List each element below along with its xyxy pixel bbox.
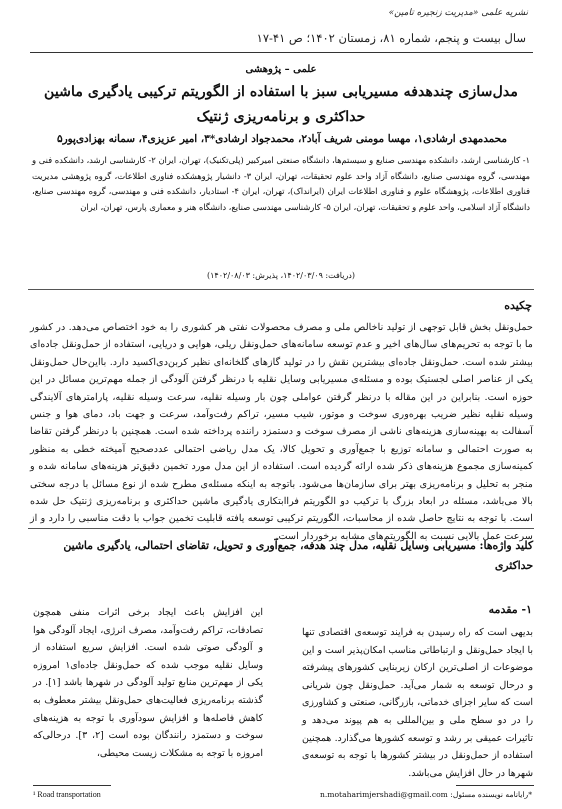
keywords-block <box>30 536 533 576</box>
introduction-column-right: بدیهی است که راه رسیدن به فرایند توسعه‌ی اقتصادی تنها با ایجاد حمل‌ونقل و ارتباطاتی مناسب امکان‌پذیر است و این موضوعات از اصلی‌ترین ارکان زیربنایی کشورهای پیشرفته و درحال توسعه به شمار می‌آید. حمل‌ونقل چون شریانی است که سایر اجزای خدماتی، بازرگانی، صنعتی و کشاورزی را در دو سطح ملی و بین‌المللی به هم پیوند می‌دهد و تاثیرات عمیقی بر رشد و توسعه کشورها می‌گذارد. همچنین استفاده از حمل‌ونقل در بیشتر کشورها با توجه به توسعه‌ی شهرها در حال افزایش می‌باشد. <box>302 627 533 779</box>
introduction-column-left: این افزایش باعث ایجاد برخی اثرات منفی همچون تصادفات، تراکم رفت‌وآمد، مصرف انرژی، ایجاد آلودگی هوا و آلودگی صوتی شده است. افزایش سریع استفاده از وسایل نقلیه موجب شده که حمل‌ونقل جاده‌ای۱ امروزه یکی از مهم‌ترین منابع تولید آلودگی در شهرها باشد [۱]. در گذشته برنامه‌ریزی فعالیت‌های حمل‌ونقل بیشتر معطوف به کاهش فاصله‌ها و افزایش سودآوری با توجه به هزینه‌های سوخت و دستمزد رانندگان بوده است [۲، ۳]. درحالی‌که امروزه با توجه به مشکلات زیست محیطی، <box>33 607 263 759</box>
abstract-body: حمل‌ونقل بخش قابل توجهی از تولید ناخالص ملی و مصرف محصولات نفتی هر کشوری را به خود اختصاص می‌دهد. در کشور ما با توجه به تحریم‌های سال‌های اخیر و عدم توسعه سامانه‌های حمل‌ونقل ریلی، هوایی و دریایی، استفاده از حمل‌ونقل جاده‌ای بیشتر شده است. حمل‌ونقل جاده‌ای بیشترین نقش را در تولید گازهای گلخانه‌ای نظیر کربن‌دی‌اکسید دارد. بااین‌حال حمل‌ونقل یکی از عناصر اصلی لجستیک بوده و مسئله‌ی مسیریابی وسایل نقلیه با درنظر گرفتن آلودگی از جمله مهم‌ترین مسائل در این حوزه است. بنابراین در این مقاله با درنظر گرفتن عواملی چون بار وسیله نقلیه، سرعت وسیله نقلیه، پارامترهای آلایندگی وسیله نقلیه نظیر ضریب بهره‌وری سوخت و موتور، شیب مسیر، تراکم رفت‌وآمد، سرعت و جهت باد، دمای هوا و جنس آسفالت به بهینه‌سازی هزینه‌های ناشی از مصرف سوخت و دستمزد راننده پرداخته شده است. همچنین با درنظر گرفتن تقاضا به صورت احتمالی و سامانه توزیع با جمع‌آوری و تحویل کالا، یک مدل ریاضی احتمالی عددصحیح آمیخته خطی به منظور کمینه‌سازی مجموع هزینه‌های ذکر شده ارائه گردیده است. استفاده از این مدل مورد تخمین دقیق‌تر هزینه‌های سامانه شده و منجر به تحلیل و برنامه‌ریزی بهتر برای سازمان‌ها می‌شود. باتوجه به اینکه مسئله‌ی مطرح شده از نوع مسائل با درجه سختی بالا می‌باشد، مسئله در ابعاد بزرگ با ترکیب دو الگوریتم فراابتکاری یادگیری ماشین حداکثری و برنامه‌ریزی ژنتیک حل شده است. با توجه به نتایج حاصل شده از محاسبات، الگوریتم ترکیبی توسعه یافته قابلیت تخمین جواب با دقت مناسبی را دارد و از سرعت عمل بالایی نسبت به الگوریتم‌های مشابه برخوردار است. <box>30 322 533 542</box>
corresponding-author-email: *رایانامه نویسنده مسئول: n.motaharimjershadi@gmail.com <box>319 790 532 799</box>
section-divider <box>28 528 534 529</box>
author-affiliations: ۱- کارشناسی ارشد، دانشکده مهندسی صنایع و سیستم‌ها، دانشگاه صنعتی امیرکبیر (پلی‌تکنیک)، تهران، ایران ۲- کارشناسی ارشد، دانشکده فنی و مهندسی، گروه مهندسی صنایع، دانشگاه آزاد واحد علوم تحقیقات، تهران، ایران ۳- دانشیار پژوهشکده فناوری اطلاعات، گروه پژوهشی مدیریت فناوری اطلاعات، پژوهشگاه علوم و فناوری اطلاعات ایران (ایرانداک)، تهران، ایران ۴- استادیار، دانشکده فنی و مهندسی، گروه مهندسی صنایع، دانشگاه آزاد اسلامی، واحد علوم و تحقیقات، تهران، ایران ۵- کارشناسی مهندسی صنایع، دانشگاه هنر و معماری پارس، تهران، ایران <box>32 155 530 212</box>
journal-name: نشریه علمی «مدیریت زنجیره تامین» <box>388 8 528 18</box>
keywords-label: کلید واژه‌ها: <box>479 539 533 552</box>
volume-issue-line: سال بیست و پنجم، شماره ۸۱، زمستان ۱۴۰۲؛ ص ۴۱-۱۷ <box>256 31 526 45</box>
author-list: محمدمهدی ارشادی۱، مهسا مومنی شریف آباد۲، محمدجواد ارشادی*۳، امیر عزیزی۴، سمانه بهزادی‌پور۵ <box>57 133 507 145</box>
abstract-heading: چکیده <box>504 299 532 312</box>
footnote-road-transportation: ¹ Road transportation <box>33 790 101 799</box>
footnote-rule <box>33 785 111 786</box>
header-rule <box>30 52 533 53</box>
footnote-rule <box>456 785 534 786</box>
keywords-text: مسیریابی وسایل نقلیه، مدل چند هدفه، جمع‌آوری و تحویل، تقاضای احتمالی، یادگیری ماشین حداکثری <box>63 539 533 572</box>
received-accepted-dates: (دریافت: ۱۴۰۲/۰۳/۰۹، پذیرش: ۱۴۰۲/۰۸/۰۳) <box>207 271 355 280</box>
introduction-heading: ۱- مقدمه <box>488 603 532 616</box>
article-type: علمی – پژوهشی <box>245 64 317 75</box>
section-divider <box>28 289 534 290</box>
article-title: مدل‌سازی چندهدفه مسیریابی سبز با استفاده از الگوریتم ترکیبی یادگیری ماشین حداکثری و برنامه‌ریزی ژنتیک <box>44 84 518 125</box>
